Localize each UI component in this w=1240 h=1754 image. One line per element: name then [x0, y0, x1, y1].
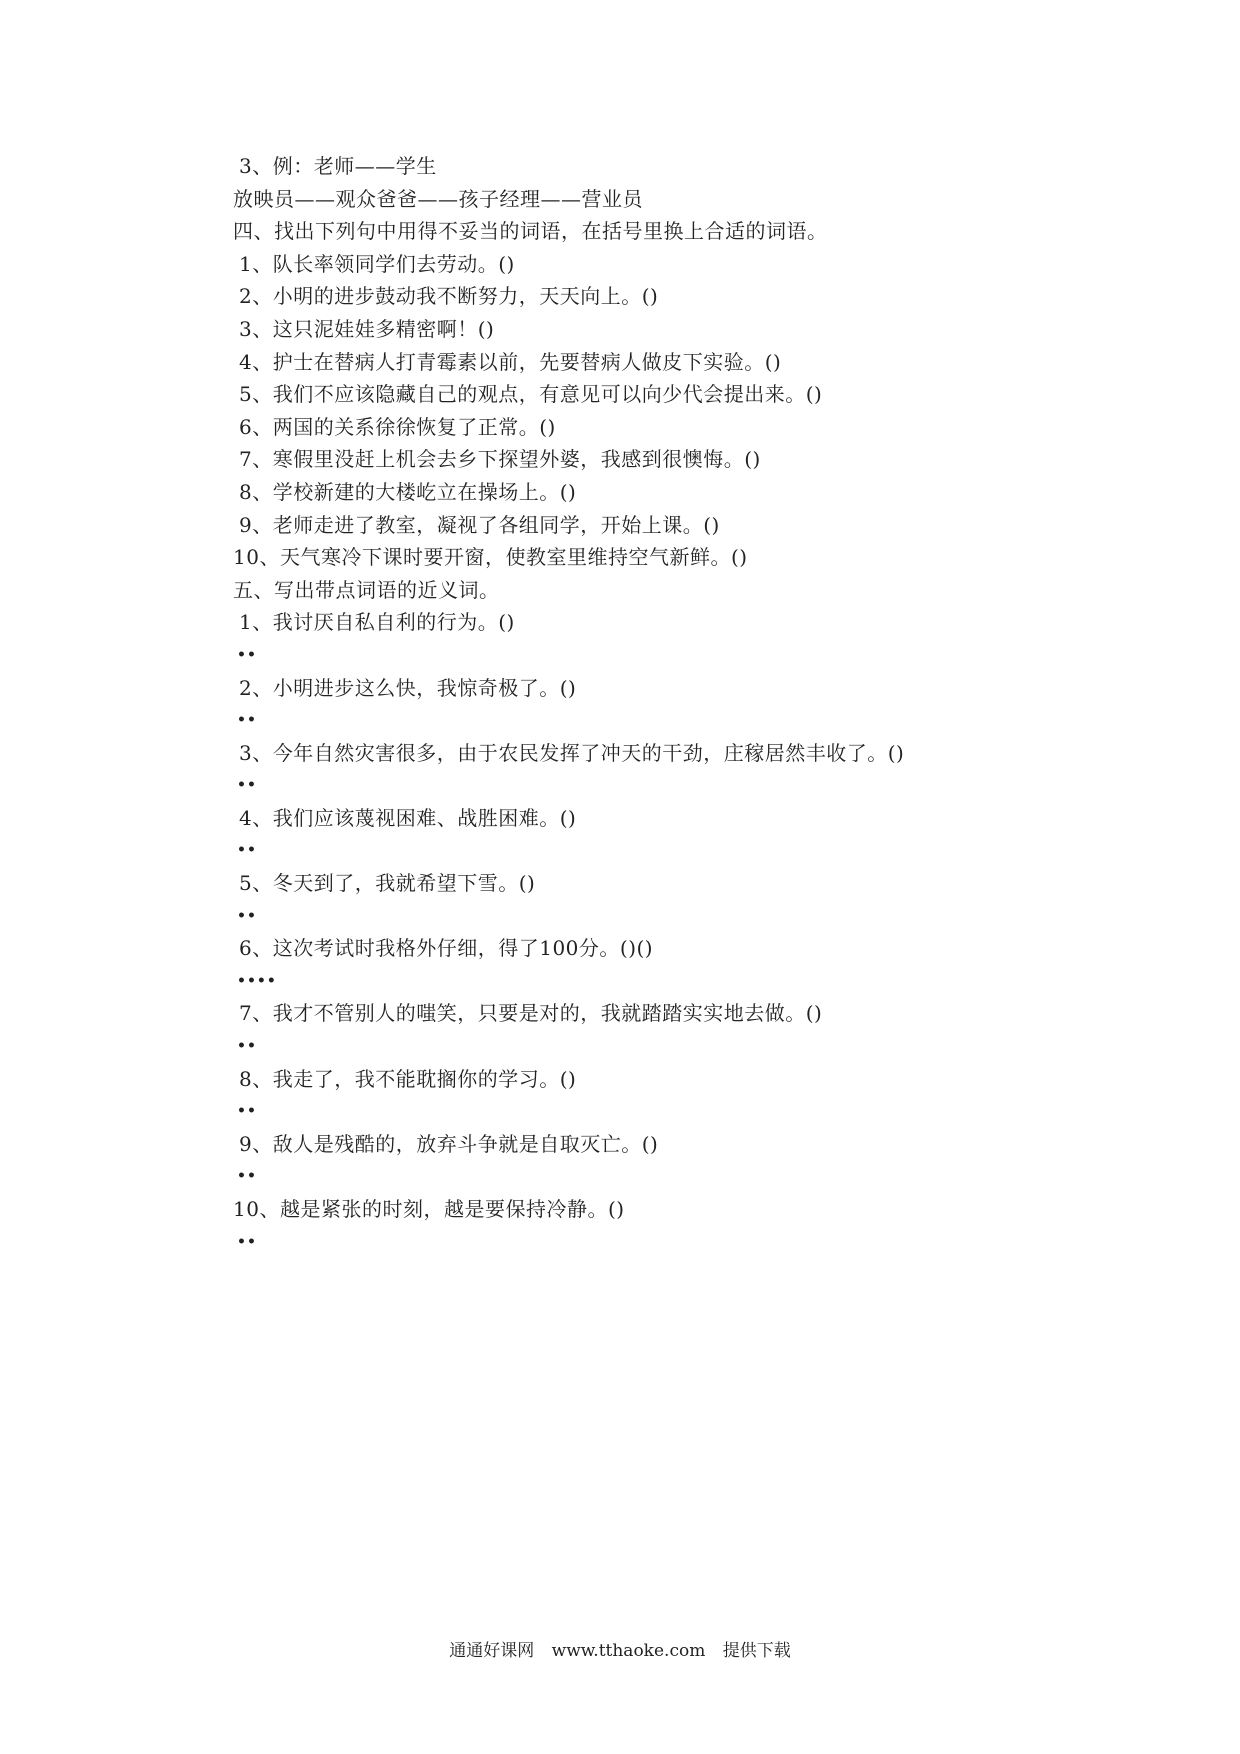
- emphasis-dots: ••: [237, 1233, 257, 1250]
- text-line: 4、护士在替病人打青霉素以前，先要替病人做皮下实验。(): [239, 349, 782, 374]
- emphasis-dots: ••: [237, 777, 257, 794]
- text-line: 8、学校新建的大楼屹立在操场上。(): [239, 479, 577, 504]
- emphasis-dots: ••: [237, 1038, 257, 1055]
- emphasis-dots: ••••: [237, 972, 277, 989]
- emphasis-dots: ••: [237, 1103, 257, 1120]
- emphasis-dots: ••: [237, 712, 257, 729]
- text-line: 5、我们不应该隐藏自己的观点，有意见可以向少代会提出来。(): [239, 382, 823, 407]
- text-line: 7、我才不管别人的嗤笑，只要是对的，我就踏踏实实地去做。(): [239, 1001, 823, 1026]
- text-line: 9、老师走进了教室，凝视了各组同学，开始上课。(): [239, 512, 720, 537]
- emphasis-dots: ••: [237, 1168, 257, 1185]
- document-body: [233, 150, 1053, 1258]
- footer-action: 提供下载: [722, 1641, 791, 1661]
- text-line: 9、敌人是残酷的，放弃斗争就是自取灭亡。(): [239, 1131, 659, 1156]
- text-line: 10、越是紧张的时刻，越是要保持冷静。(): [233, 1197, 625, 1221]
- emphasis-dots: ••: [237, 842, 257, 859]
- text-line: 2、小明进步这么快，我惊奇极了。(): [239, 675, 577, 700]
- emphasis-dots: ••: [237, 646, 257, 663]
- text-line: 6、这次考试时我格外仔细，得了100分。()(): [239, 936, 654, 961]
- text-line: 1、我讨厌自私自利的行为。(): [239, 610, 515, 635]
- text-line: 4、我们应该蔑视困难、战胜困难。(): [239, 805, 577, 830]
- text-line: 2、小明的进步鼓动我不断努力，天天向上。(): [239, 284, 659, 309]
- footer-site-name: 通通好课网: [449, 1641, 535, 1661]
- emphasis-dots: ••: [237, 907, 257, 924]
- page-footer: [0, 1636, 1240, 1661]
- text-line: 3、今年自然灾害很多，由于农民发挥了冲天的干劲，庄稼居然丰收了。(): [239, 740, 905, 765]
- footer-url: www.tthaoke.com: [551, 1641, 706, 1661]
- text-line: 10、天气寒冷下课时要开窗，使教室里维持空气新鲜。(): [233, 545, 748, 570]
- text-line: 8、我走了，我不能耽搁你的学习。(): [239, 1066, 577, 1091]
- text-line: 3、这只泥娃娃多精密啊！(): [239, 316, 495, 341]
- text-line: 五、写出带点词语的近义词。: [233, 577, 500, 602]
- text-line: 5、冬天到了，我就希望下雪。(): [239, 871, 536, 896]
- text-line: 1、队长率领同学们去劳动。(): [239, 251, 515, 276]
- text-line: 7、寒假里没赶上机会去乡下探望外婆，我感到很懊悔。(): [239, 447, 761, 472]
- text-line: 四、找出下列句中用得不妥当的词语，在括号里换上合适的词语。: [233, 219, 828, 244]
- text-line: 放映员——观众爸爸——孩子经理——营业员: [233, 186, 643, 211]
- text-line: 6、两国的关系徐徐恢复了正常。(): [239, 414, 556, 439]
- text-line: 3、例：老师——学生: [239, 154, 437, 178]
